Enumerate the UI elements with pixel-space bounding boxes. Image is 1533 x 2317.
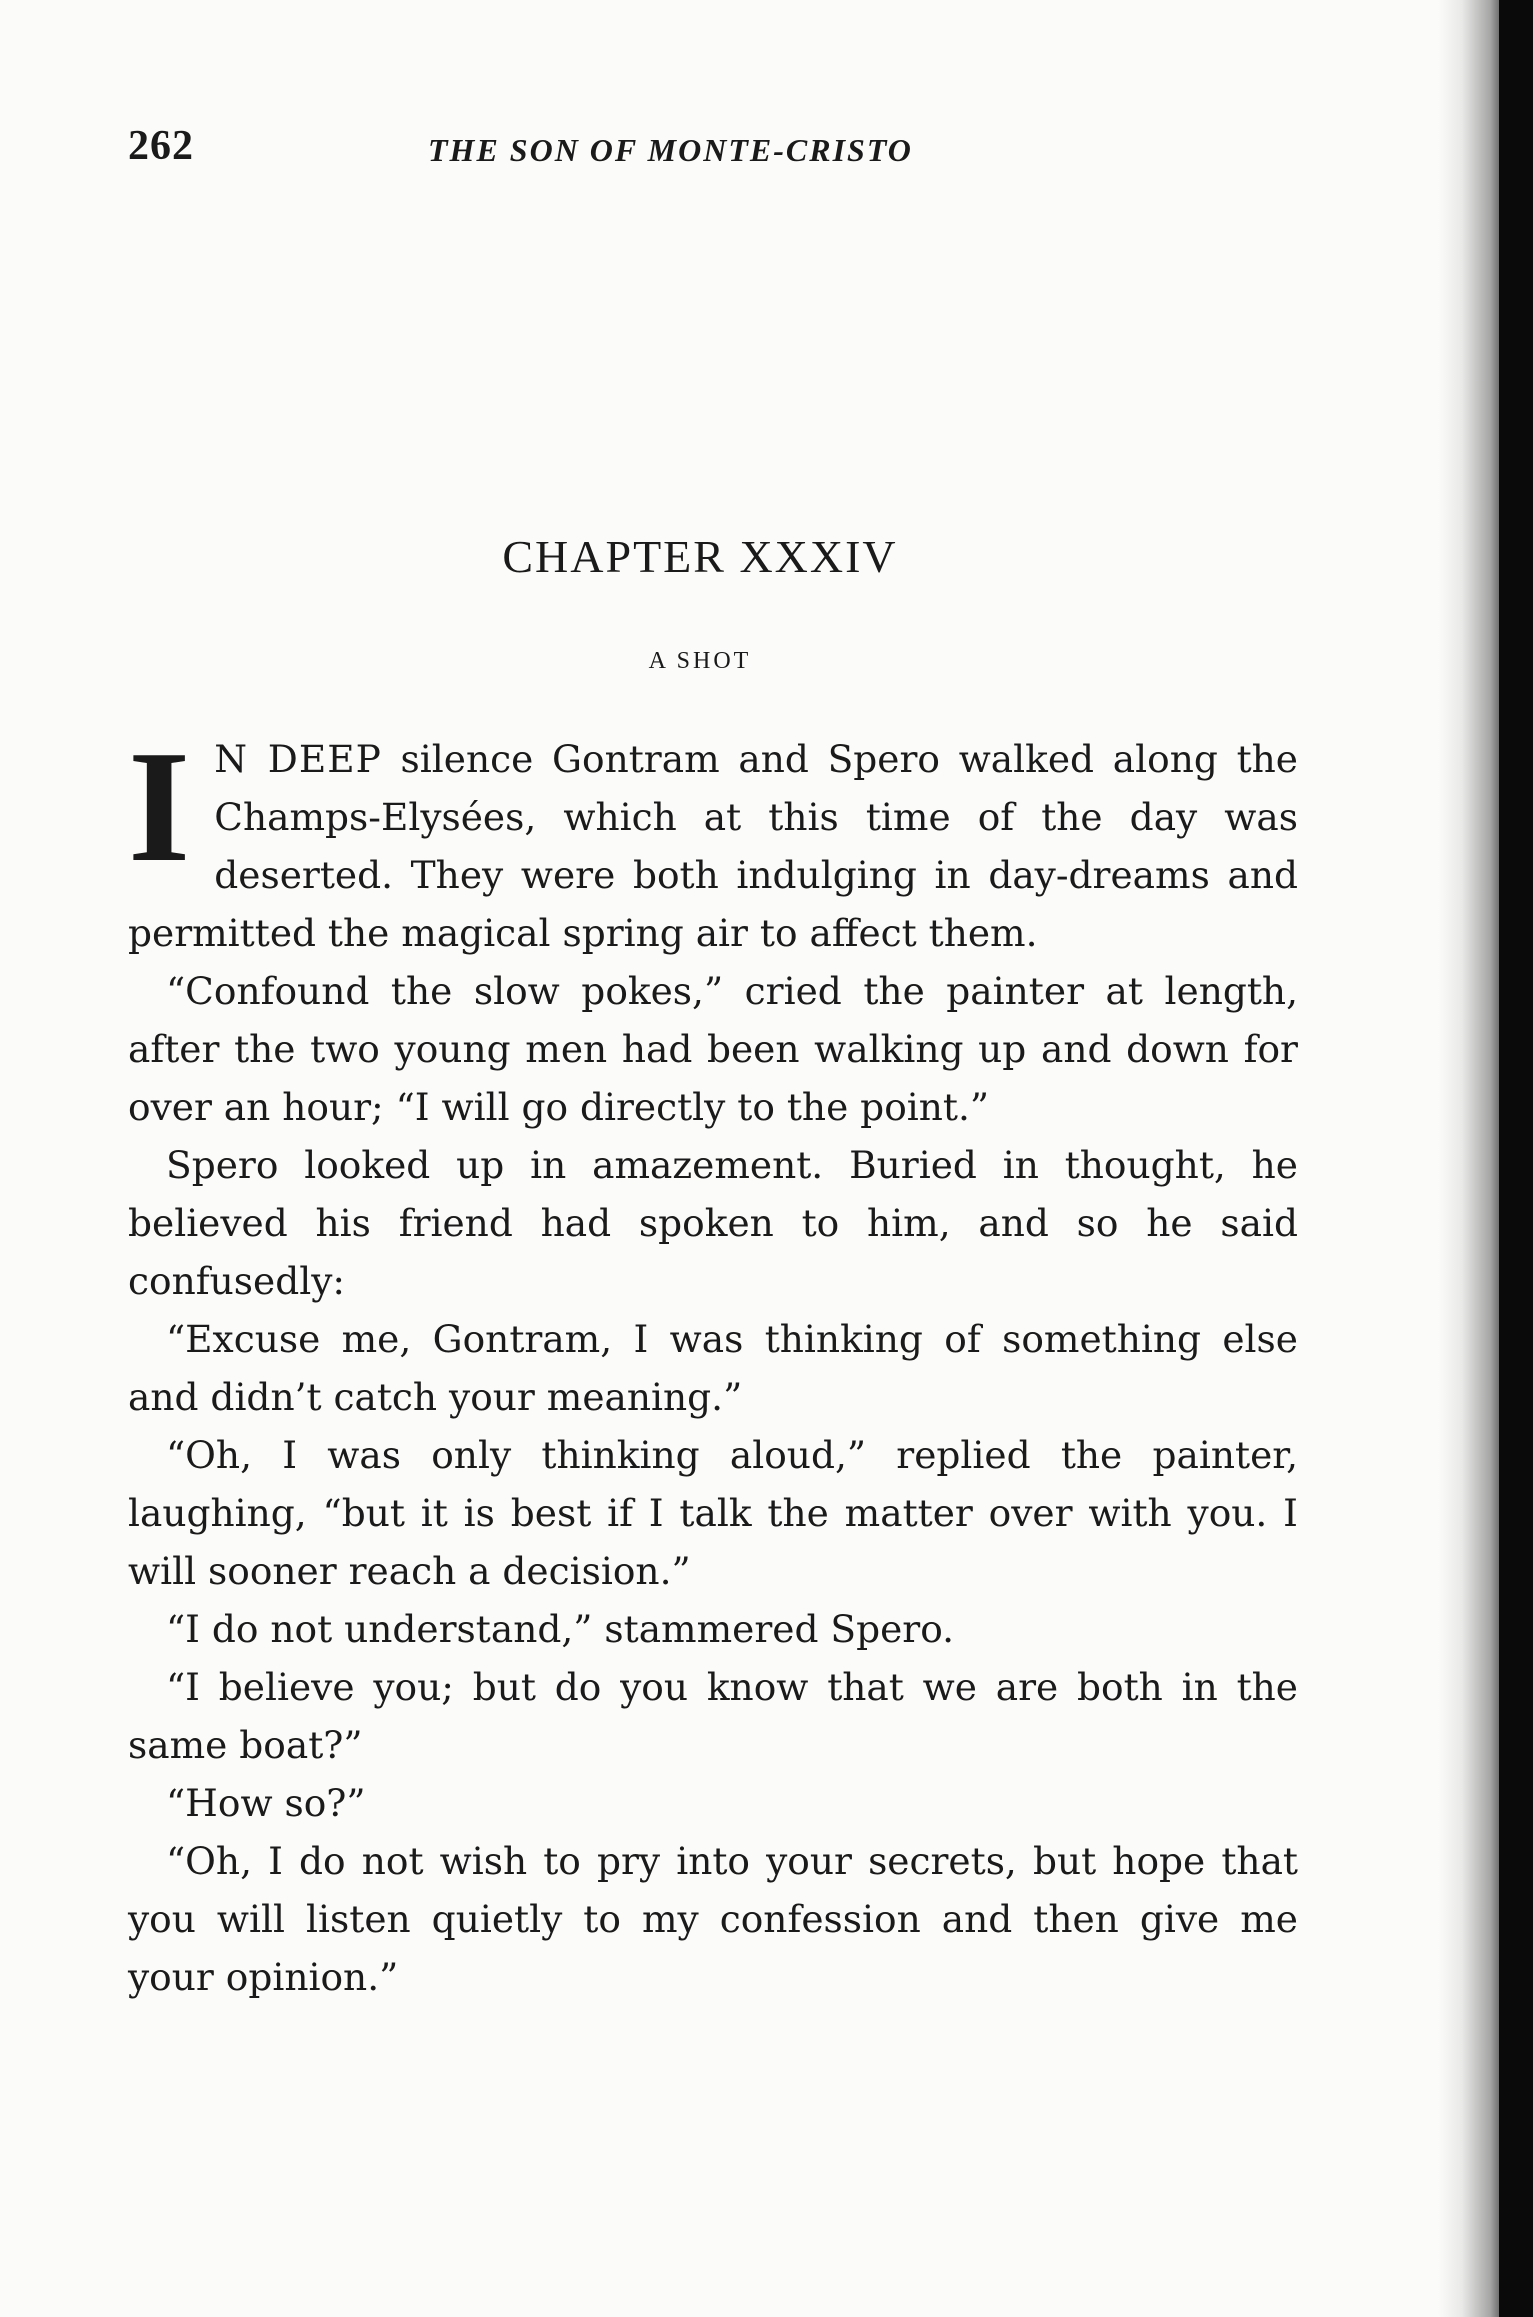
lead-word: N DEEP [214,737,382,781]
paragraph-1-text: silence Gontram and Spero walked along the Champs-Elysées, which at this time of the day was deserted. They were both indulging in day-dreams and permitted the magical spring air to affect them. [128,737,1298,955]
page-gutter-shadow [1438,0,1533,2317]
paragraph-3: Spero looked up in amazement. Buried in thought, he believed his friend had spoken to him, and so he said confusedly: [128,1143,1298,1303]
paragraph-4: “Excuse me, Gontram, I was thinking of something else and didn’t catch your meaning.” [128,1317,1298,1419]
running-head [128,122,1358,182]
paragraph-7: “I believe you; but do you know that we are both in the same boat?” [128,1665,1298,1767]
drop-cap: I [128,717,191,895]
paragraph-9: “Oh, I do not wish to pry into your secrets, but hope that you will listen quietly to my confession and then give me your opinion.” [128,1839,1298,1999]
paragraph-5: “Oh, I was only thinking aloud,” replied the painter, laughing, “but it is best if I talk the matter over with you. I will sooner reach a decision.” [128,1433,1298,1593]
body-text [128,717,1298,2006]
paragraph-2: “Confound the slow pokes,” cried the painter at length, after the two young men had been walking up and down for over an hour; “I will go directly to the point.” [128,969,1298,1129]
page-number: 262 [128,123,194,169]
paragraph-1 [128,717,1298,962]
chapter-subtitle: A SHOT [648,648,752,674]
running-title: THE SON OF MONTE-CRISTO [428,132,913,168]
chapter-title: CHAPTER XXXIV [502,531,898,582]
paragraph-8: “How so?” [166,1781,366,1825]
paragraph-6: “I do not understand,” stammered Spero. [166,1607,955,1651]
page-edge [1499,0,1533,2317]
